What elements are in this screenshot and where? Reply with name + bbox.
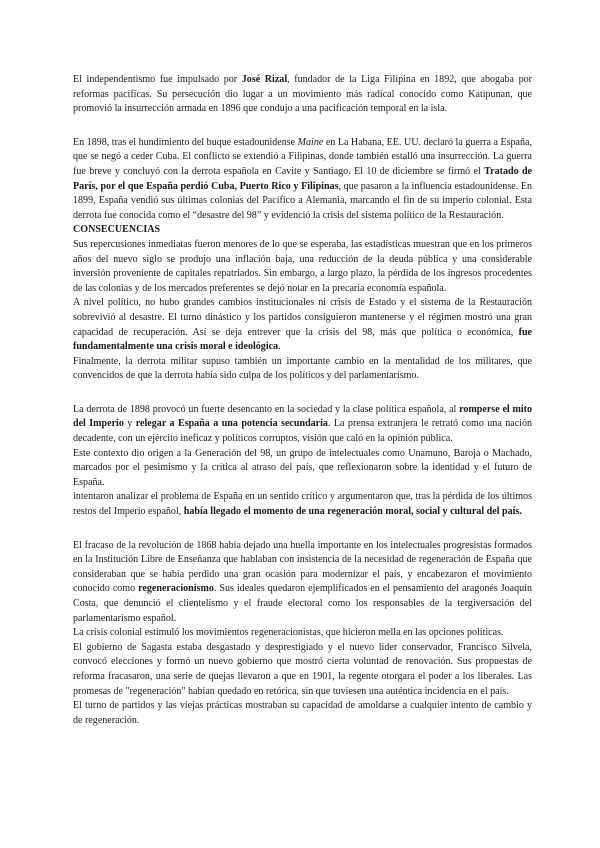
paragraph-crisis-colonial: La crisis colonial estimuló los movimientos regeneracionistas, que hicieron mella en las opciones políticas.: [73, 627, 504, 639]
bold-potencia-secundaria: relegar a España a una potencia secundaria: [135, 418, 328, 430]
bold-crisis-moral: fue fundamentalmente una crisis moral e ideológica: [73, 326, 532, 353]
paragraph-regeneracionismo: El fracaso de la revolución de 1868 había dejado una huella importante en los intelectuales progresistas formados en la Institución Libre de Enseñanza que hablaban con insistencia de la necesidad de regeneración de España que consideraban que se había perdido una gran ocasión para modernizar el país, y encabezaron el movimiento conocido como regeneracionismo. Sus ideales quedaron ejemplificados en el pensamiento del aragonés Joaquín Costa, que denunció el clientelismo y el fraude electoral como los responsables de la tergiversación del parlamentarismo español.: [73, 539, 532, 624]
paragraph-rizal: El independentismo fue impulsado por José Rizal, fundador de la Liga Filipina en 1892, que abogaba por reformas pacíficas. Su persecución dio lugar a un movimiento más radical conocido como Katipunan, que promovió la insurrección armada en 1896 que condujo a una pacificación temporal en la isla.: [73, 74, 532, 115]
bold-jose-rizal: José Rizal: [241, 74, 288, 85]
bold-regeneracion: había llegado el momento de una regeneración moral, social y cultural del país.: [183, 506, 522, 518]
bold-tratado-paris: Tratado de París: [73, 165, 532, 192]
bold-regeneracionismo: regeneracionismo: [138, 583, 214, 595]
paragraph-intentaron: intentaron analizar el problema de España en un sentido crítico y argumentaron que, tras la pérdida de los últimos restos del Imperio español, había llegado el momento de una regeneración moral, social y cultural del país.: [73, 491, 532, 518]
paragraph-sagasta: El gobierno de Sagasta estaba desgastado y desprestigiado y el nuevo líder conservador, Francisco Silvela, convocó elecciones y formó un nuevo gobierno que mostró cierta voluntad de renovación. Sus propuestas de reforma fracasaron, una serie de quejas llevaron a que en 1901, la regente otorgara el poder a los liberales. Las promesas de "regeneración" habían quedado en retórica, sin que tuviesen una auténtica incidencia en el país.: [73, 641, 532, 697]
paragraph-nivel-politico: A nivel político, no hubo grandes cambios institucionales ni crisis de Estado y el sistema de la Restauración sobrevivió al desastre. El turno dinástico y los partidos consiguieron mantenerse y el régimen mostró una gran capacidad de recuperación. Así se deja entrever que la crisis del 98, más que política o económica, fue fundamentalmente una crisis moral e ideológica.: [73, 297, 532, 353]
paragraph-desencanto: La derrota de 1898 provocó un fuerte desencanto en la sociedad y la clase política española, al romperse el mito del Imperio y relegar a España a una potencia secundaria. La prensa extranjera le retrató como una nación decadente, con un ejército ineficaz y políticos corruptos, visión que caló en la opinión pública.: [73, 403, 533, 445]
section-heading-consecuencias: CONSECUENCIAS: [73, 224, 161, 236]
paragraph-turno-partidos: El turno de partidos y las viejas prácticas mostraban su capacidad de amoldarse a cualquier intento de cambio y de regeneración.: [73, 700, 532, 726]
bold-espana-perdio: España perdió Cuba, Puerto Rico y Filipinas: [146, 180, 339, 192]
bold-mito-imperio: romperse el mito del Imperio: [73, 403, 533, 430]
paragraph-generacion-98: Este contexto dio origen a la Generación del 98, un grupo de intelectuales como Unamuno, Baroja o Machado, marcados por el pesimismo y la crítica al atraso del país, que reflexionaron sobre la identidad y el futuro de España.: [73, 447, 532, 488]
paragraph-finalmente: Finalmente, la derrota militar supuso también un importante cambio en la mentalidad de los militares, que convencidos de que la derrota había sido culpa de los políticos y del parlamentarismo.: [73, 355, 532, 382]
italic-maine: Maine: [297, 136, 324, 148]
paragraph-repercusiones: Sus repercusiones inmediatas fueron menores de lo que se esperaba, las estadísticas muestran que en los primeros años del nuevo siglo se produjo una inflación baja, una reducción de la deuda pública y una considerable inversión proveniente de capitales repatriados. Sin embargo, a largo plazo, la pérdida de los ingresos procedentes de las colonias y de los mercados preferentes se dejó notar en la precaria economía española.: [73, 238, 532, 294]
paragraph-guerra-1898: En 1898, tras el hundimiento del buque estadounidense Maine en La Habana, EE. UU. declaró la guerra a España, que se negó a ceder Cuba. El conflicto se extendió a Filipinas, donde también estalló una insurrección. La guerra fue breve y concluyó con la derrota española en Cavite y Santiago. El 10 de diciembre se firmó el Tratado de París, por el que España perdió Cuba, Puerto Rico y Filipinas, que pasaron a la influencia estadounidense. En 1899, España vendió sus últimas colonias del Pacífico a Alemania, marcando el fin de su imperio colonial. Esta derrota fue conocida como el “desastre del 98” y evidenció la crisis del sistema político de la Restauración.: [73, 136, 532, 221]
